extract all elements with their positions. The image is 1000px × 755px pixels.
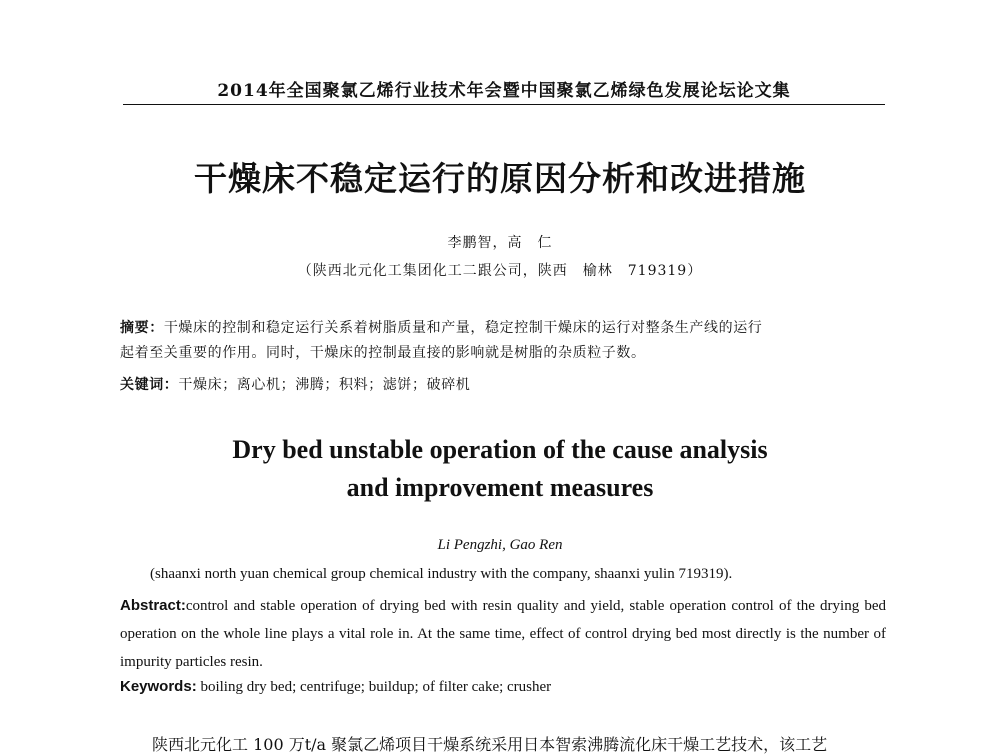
affiliation-cn: （陕西北元化工集团化工二跟公司，陕西 榆林 719319） [297,263,703,279]
abstract-cn [120,316,886,366]
keywords-cn [120,374,886,394]
abstract-en-label: Abstract: [120,597,186,614]
keywords-en-label: Keywords: [120,678,197,695]
keywords-en [120,678,886,696]
abstract-en-text: control and stable operation of drying bed with resin quality and yield, stable operation control of the drying bed operation on the whole line plays a vital role in. At the same time, effect of control drying bed most directly is the number of impurity particles resin. [120,598,886,670]
paper-title-en-line-1: Dry bed unstable operation of the cause analysis [232,435,768,464]
abstract-en [120,592,886,676]
keywords-cn-text: 干燥床；离心机；沸腾；积料；滤饼；破碎机 [178,377,471,393]
affiliation-en: (shaanxi north yuan chemical group chemical industry with the company, shaanxi yulin 719319). [150,566,733,582]
header-rule [123,104,885,105]
paper-title-en [0,431,1000,507]
running-head: 2014年全国聚氯乙烯行业技术年会暨中国聚氯乙烯绿色发展论坛论文集 [217,81,791,101]
body-first-line: 陕西北元化工 100 万t/a 聚氯乙烯项目干燥系统采用日本智索沸腾流化床干燥工艺技术，该工艺 [152,735,828,754]
authors-cn: 李鹏智，高 仁 [447,235,553,251]
authors-en: Li Pengzhi, Gao Ren [437,537,563,553]
paper-title-en-line-2: and improvement measures [346,473,654,502]
keywords-cn-label: 关键词： [120,377,179,393]
abstract-cn-text-2: 起着至关重要的作用。同时，干燥床的控制最直接的影响就是树脂的杂质粒子数。 [120,345,646,361]
keywords-en-text: boiling dry bed; centrifuge; buildup; of filter cake; crusher [196,679,552,695]
abstract-cn-text-1: 干燥床的控制和稳定运行关系着树脂质量和产量，稳定控制干燥床的运行对整条生产线的运行 [163,320,763,336]
abstract-cn-label: 摘要： [120,320,164,336]
abstract-cn-line-1 [120,316,886,341]
paper-title-cn: 干燥床不稳定运行的原因分析和改进措施 [194,159,806,198]
